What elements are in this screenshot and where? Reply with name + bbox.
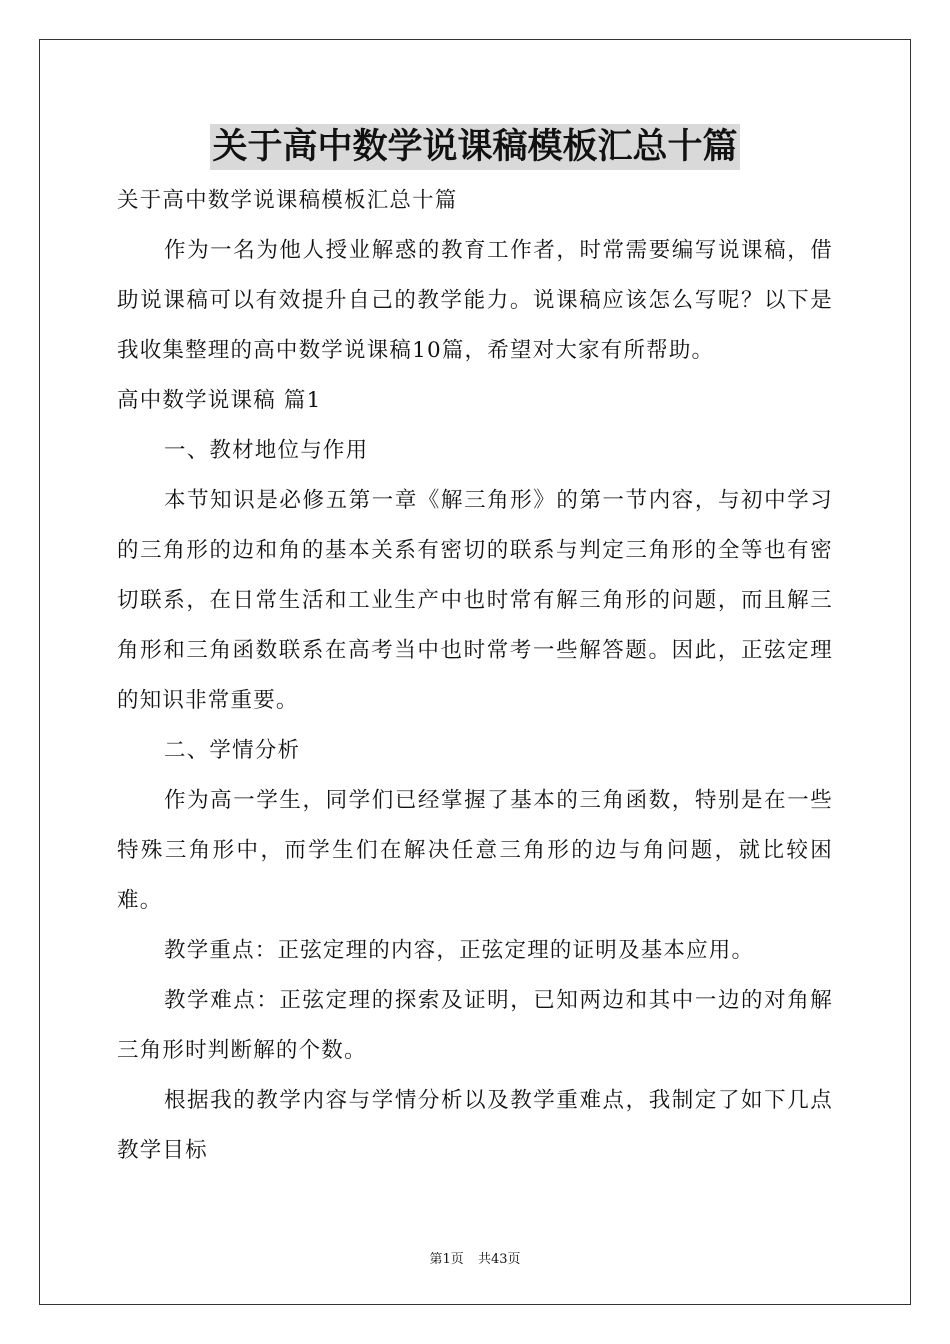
page-footer <box>0 1248 950 1267</box>
paragraph-difficulties: 教学难点：正弦定理的探索及证明，已知两边和其中一边的对角解三角形时判断解的个数。 <box>117 988 833 1063</box>
title-container <box>0 124 950 170</box>
paragraph-textbook-role: 本节知识是必修五第一章《解三角形》的第一节内容，与初中学习的三角形的边和角的基本关系有密切的联系与判定三角形的全等也有密切联系，在日常生活和工业生产中也时常有解三角形的问题，而且解三角形和三角函数联系在高考当中也时常考一些解答题。因此，正弦定理的知识非常重要。 <box>117 488 833 713</box>
paragraph-subtitle: 关于高中数学说课稿模板汇总十篇 <box>117 188 458 213</box>
section-heading-1: 高中数学说课稿 篇1 <box>117 388 322 413</box>
paragraph-key-points: 教学重点：正弦定理的内容，正弦定理的证明及基本应用。 <box>164 938 755 963</box>
subheading-student-analysis: 二、学情分析 <box>164 738 301 763</box>
page-number: 第1页 <box>429 1252 464 1267</box>
paragraph-objectives: 根据我的教学内容与学情分析以及教学重难点，我制定了如下几点教学目标 <box>117 1088 833 1163</box>
paragraph-intro: 作为一名为他人授业解惑的教育工作者，时常需要编写说课稿，借助说课稿可以有效提升自己的教学能力。说课稿应该怎么写呢？以下是我收集整理的高中数学说课稿10篇，希望对大家有所帮助。 <box>117 238 833 363</box>
page-total: 共43页 <box>477 1252 521 1267</box>
document-title: 关于高中数学说课稿模板汇总十篇 <box>210 124 739 170</box>
document-body <box>117 176 833 1176</box>
paragraph-student-analysis: 作为高一学生，同学们已经掌握了基本的三角函数，特别是在一些特殊三角形中，而学生们在解决任意三角形的边与角问题，就比较困难。 <box>117 788 833 913</box>
subheading-textbook-role: 一、教材地位与作用 <box>164 438 369 463</box>
